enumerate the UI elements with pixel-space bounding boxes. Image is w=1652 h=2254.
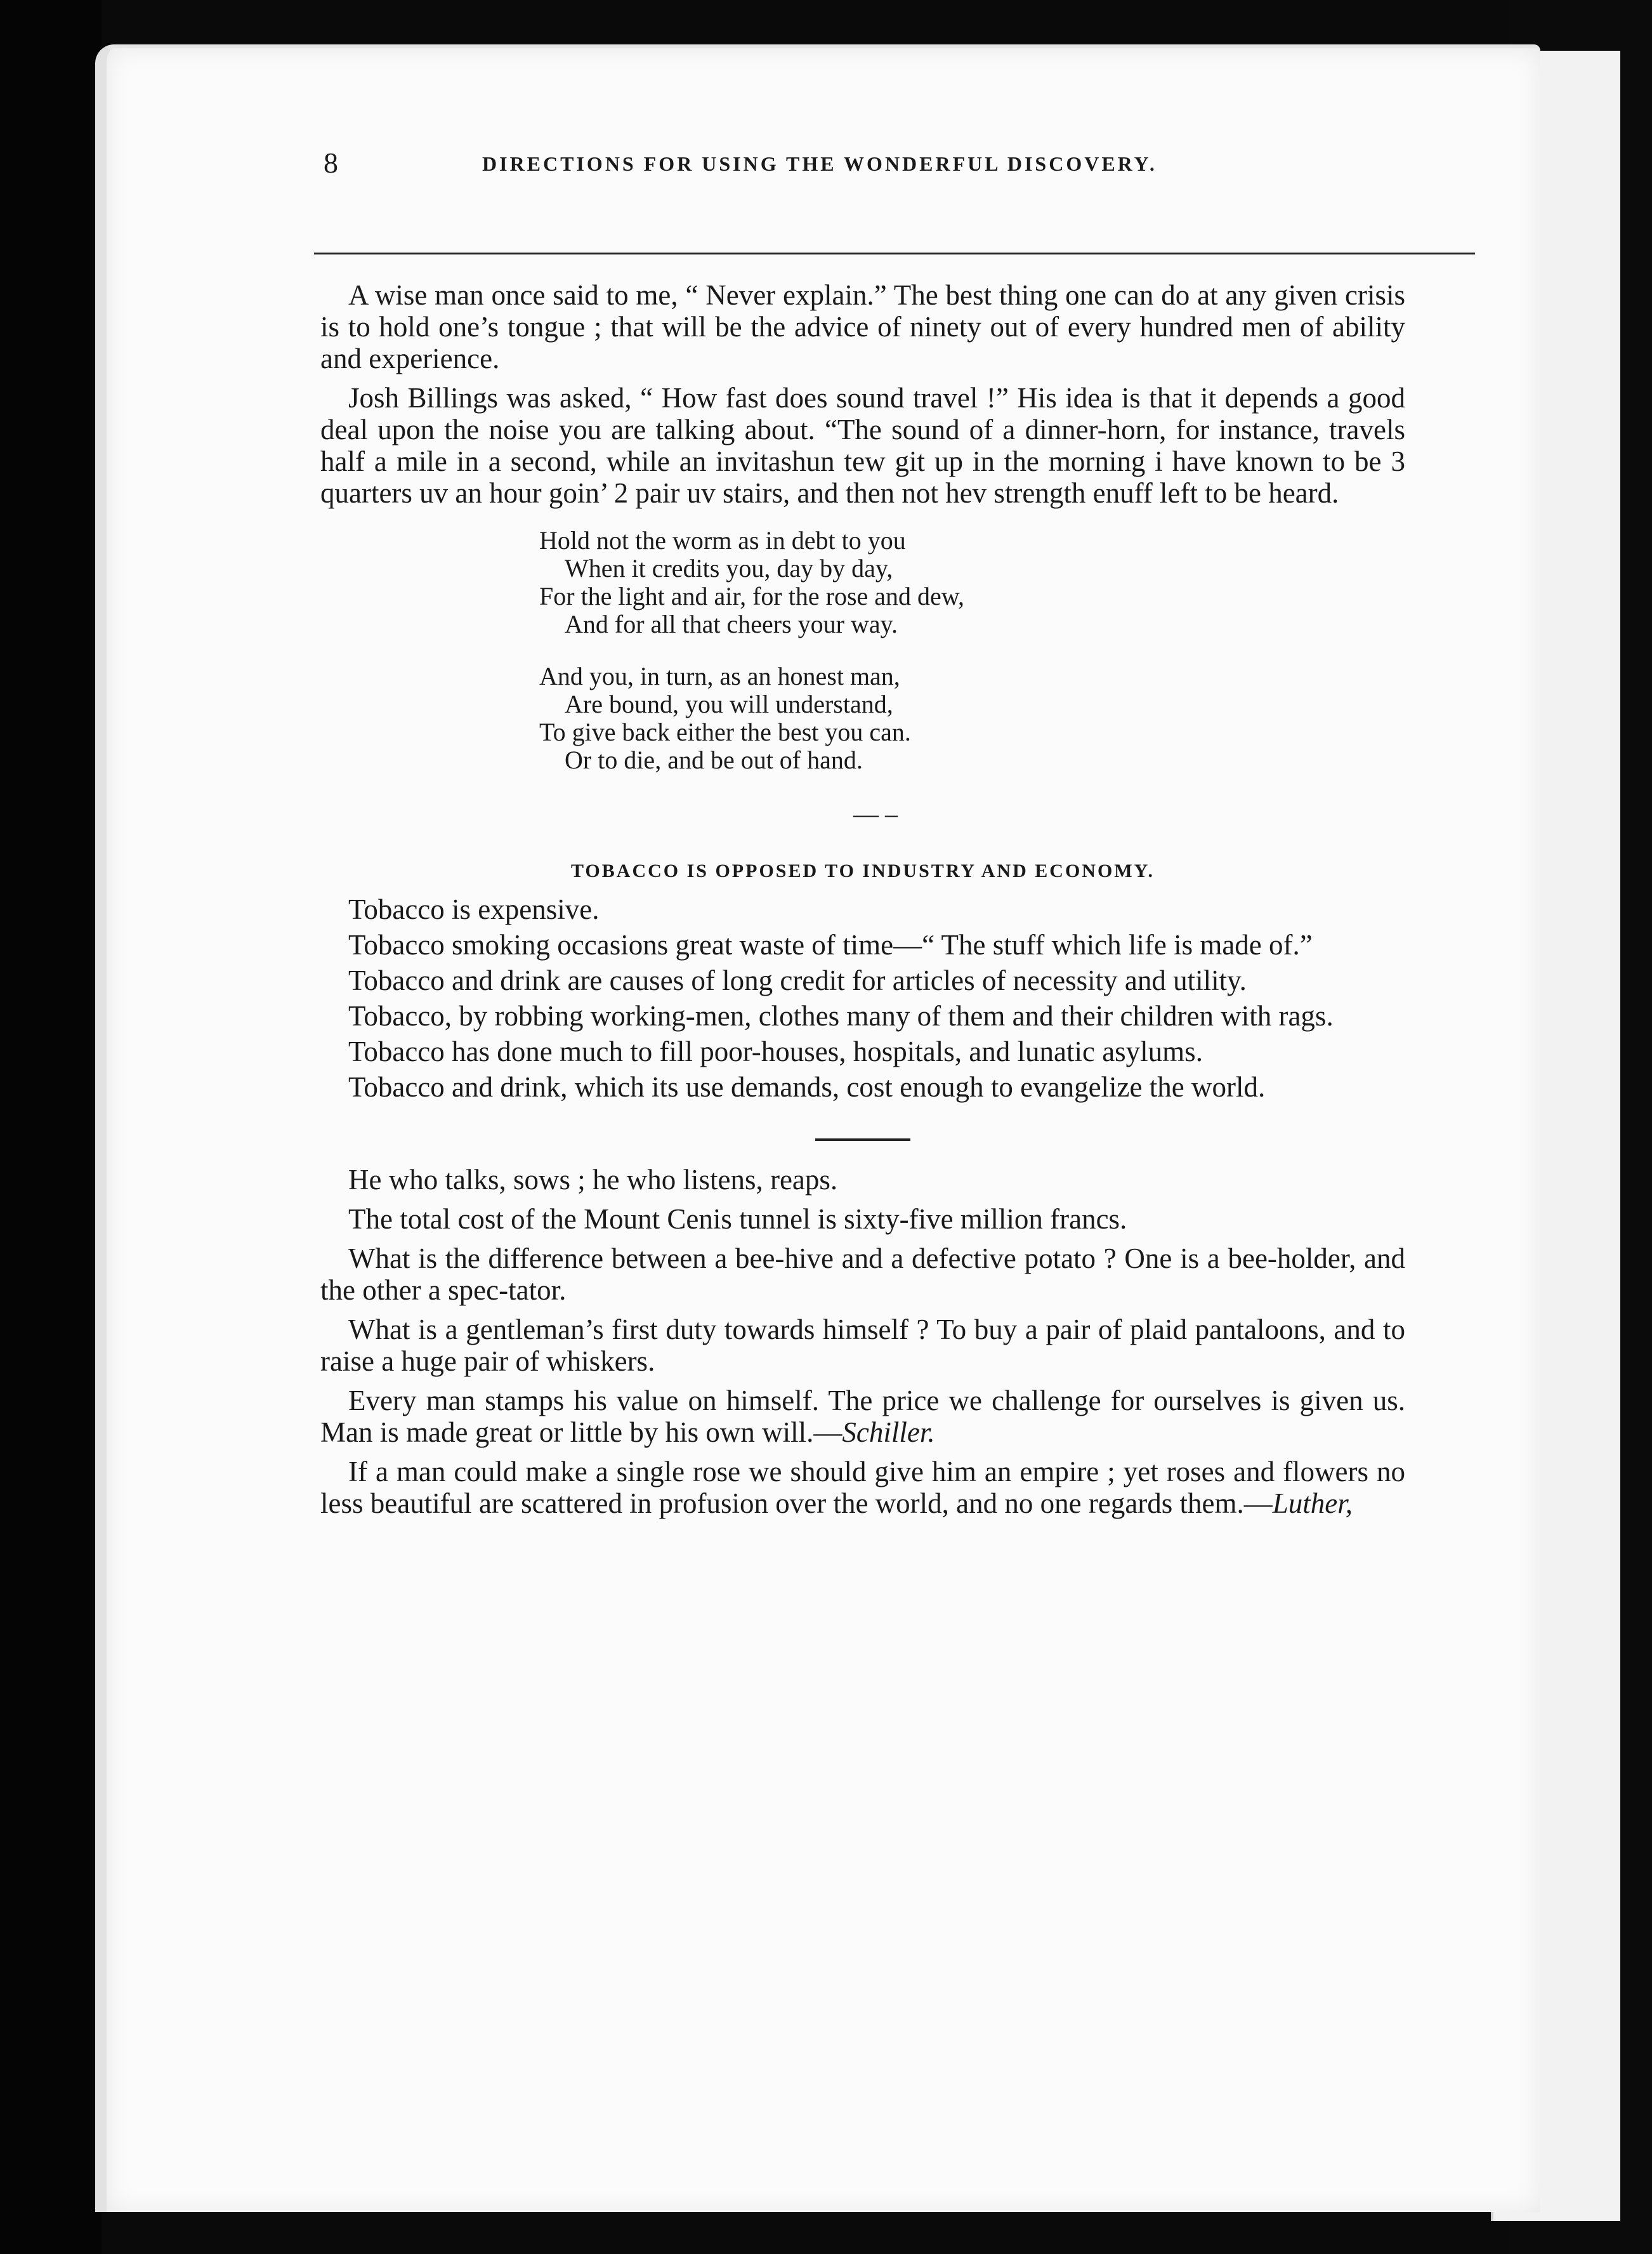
poem bbox=[539, 527, 1405, 774]
poem-line: To give back either the best you can. bbox=[539, 718, 911, 746]
page-header bbox=[324, 146, 1288, 197]
poem-line: Hold not the worm as in debt to you bbox=[539, 526, 906, 555]
page-number: 8 bbox=[324, 147, 338, 179]
poem-line: When it credits you, day by day, bbox=[565, 554, 893, 583]
quote-text: If a man could make a single rose we should give him an empire ; yet roses and flowers no less beautiful are scattered in profusion over the world, and no one regards them.— bbox=[320, 1456, 1405, 1519]
poem-line: For the light and air, for the rose and dew, bbox=[539, 582, 965, 610]
poem-line: Are bound, you will understand, bbox=[565, 690, 893, 718]
miscellany-paragraph: He who talks, sows ; he who listens, reaps. bbox=[348, 1164, 838, 1196]
poem-line: And you, in turn, as an honest man, bbox=[539, 662, 900, 690]
tobacco-paragraph: Tobacco and drink, which its use demands, cost enough to evangelize the world. bbox=[348, 1071, 1266, 1103]
paragraph-never-explain: A wise man once said to me, “ Never explain.” The best thing one can do at any given crisis is to hold one’s tongue ; that will be the advice of ninety out of every hundred men of ability and experience. bbox=[320, 279, 1405, 374]
miscellany-paragraph: What is the difference between a bee-hive and a defective potato ? One is a bee-holder, and the other a spec-tator. bbox=[320, 1242, 1405, 1306]
poem-line: And for all that cheers your way. bbox=[565, 610, 898, 638]
tobacco-section bbox=[320, 893, 1405, 1103]
tobacco-paragraph: Tobacco smoking occasions great waste of time—“ The stuff which life is made of.” bbox=[348, 929, 1313, 961]
quote-author: Luther, bbox=[1272, 1487, 1353, 1519]
section-divider bbox=[815, 1138, 910, 1141]
header-rule bbox=[314, 253, 1475, 254]
running-head: DIRECTIONS FOR USING THE WONDERFUL DISCOVERY. bbox=[482, 152, 1157, 175]
tobacco-paragraph: Tobacco has done much to fill poor-houses, hospitals, and lunatic asylums. bbox=[348, 1036, 1203, 1067]
miscellany-paragraph: What is a gentleman’s first duty towards himself ? To buy a pair of plaid pantaloons, and to raise a huge pair of whiskers. bbox=[320, 1314, 1405, 1377]
quote-author: Schiller. bbox=[842, 1416, 935, 1448]
paragraph-josh-billings: Josh Billings was asked, “ How fast does sound travel !” His idea is that it depends a good deal upon the noise you are talking about. “The sound of a dinner-horn, for instance, travels half a mile in a second, while an invitashun tew git up in the morning i have known to be 3 quarters uv an hour goin’ 2 pair uv stairs, and then not hev strength enuff left to be heard. bbox=[320, 382, 1405, 509]
quote-schiller bbox=[320, 1385, 1405, 1448]
quote-luther bbox=[320, 1456, 1405, 1519]
tobacco-paragraph: Tobacco, by robbing working-men, clothes many of them and their children with rags. bbox=[348, 1000, 1334, 1032]
poem-stanza-2 bbox=[539, 662, 1405, 774]
poem-stanza-1 bbox=[539, 527, 1405, 638]
section-heading-tobacco: TOBACCO IS OPPOSED TO INDUSTRY AND ECONOMY. bbox=[570, 860, 1155, 881]
scan-left-margin bbox=[0, 0, 102, 2254]
poem-end-mark: — – bbox=[853, 800, 898, 828]
miscellany-paragraph: The total cost of the Mount Cenis tunnel is sixty-five million francs. bbox=[348, 1203, 1127, 1235]
tobacco-paragraph: Tobacco is expensive. bbox=[348, 893, 600, 925]
page-body bbox=[320, 279, 1405, 1527]
poem-line: Or to die, and be out of hand. bbox=[565, 746, 863, 774]
tobacco-paragraph: Tobacco and drink are causes of long credit for articles of necessity and utility. bbox=[348, 965, 1247, 996]
quote-text: Every man stamps his value on himself. The price we challenge for ourselves is given us. Man is made great or little by his own will.— bbox=[320, 1385, 1405, 1448]
